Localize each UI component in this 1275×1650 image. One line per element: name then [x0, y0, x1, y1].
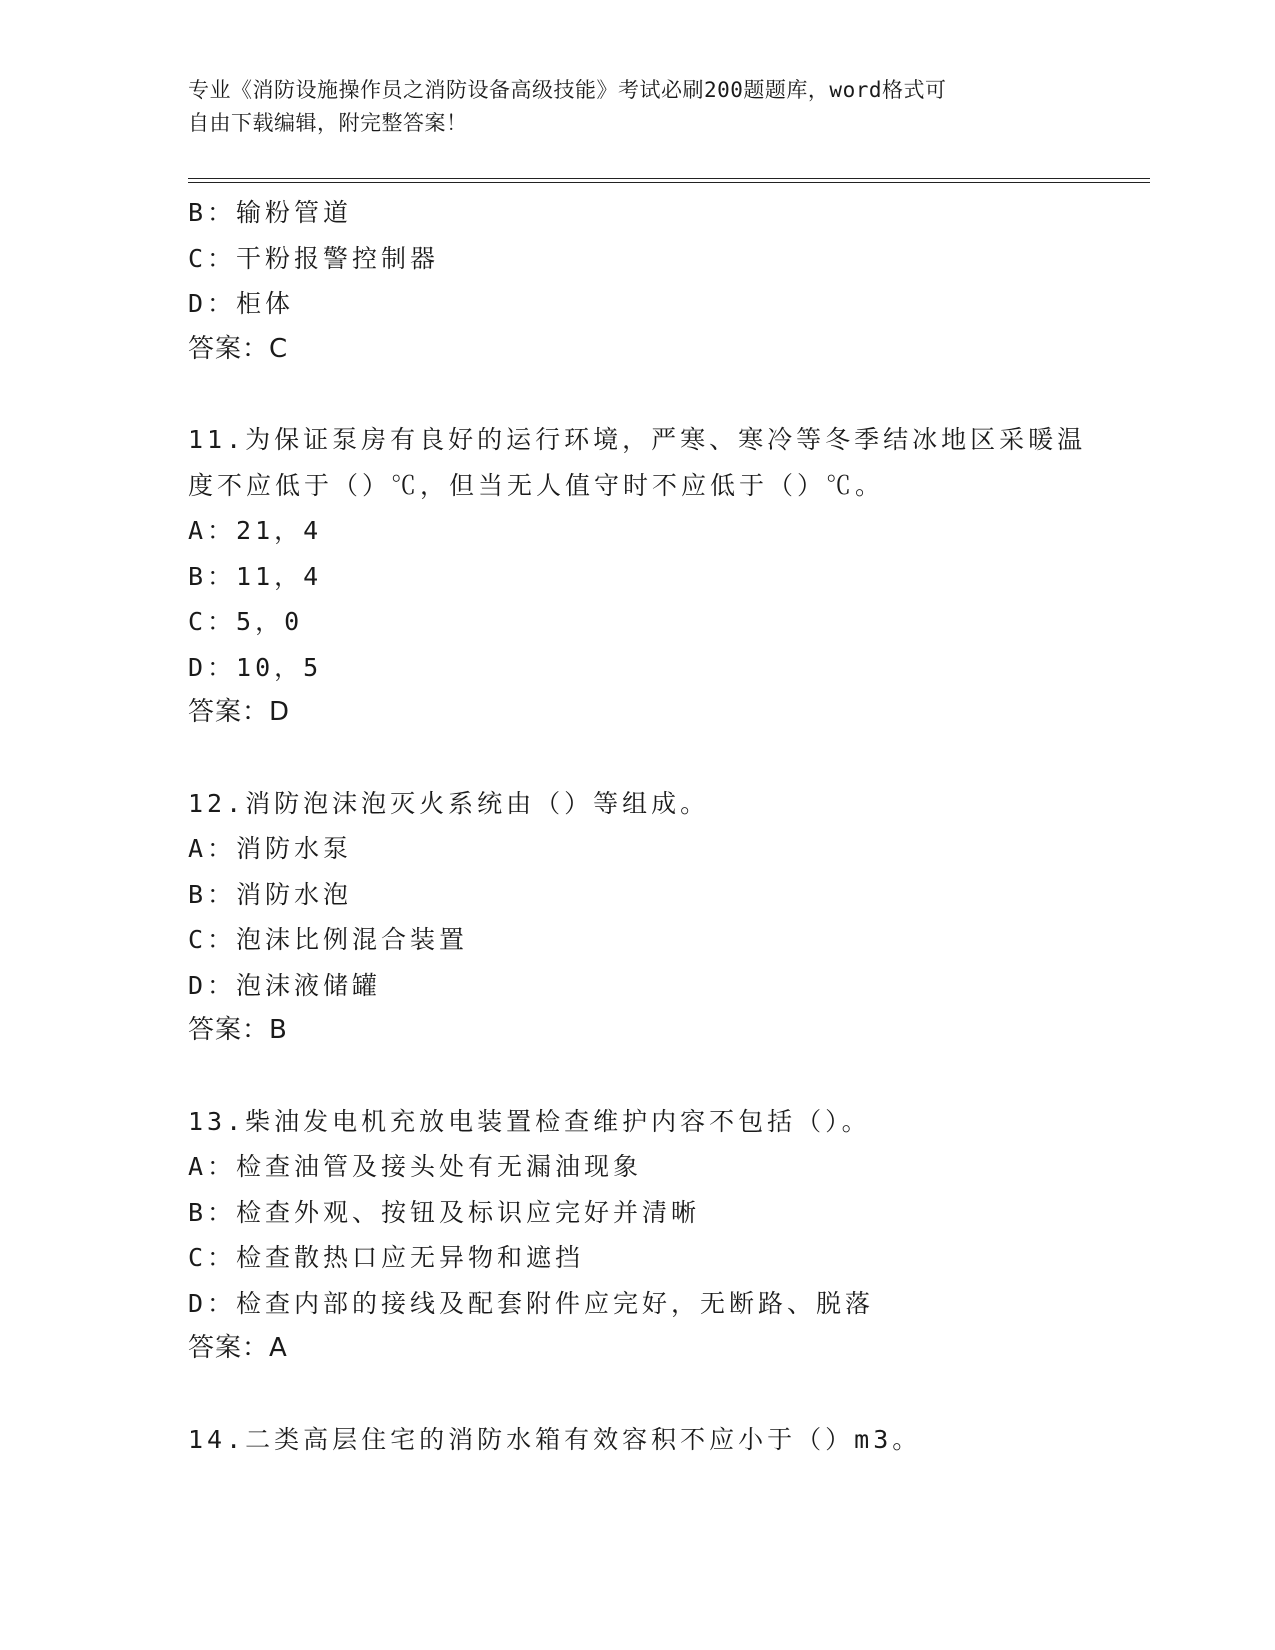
answer-label: 答案：C [188, 333, 289, 364]
option-b: B：11，4 [188, 561, 323, 591]
option-c: C：泡沫比例混合装置 [188, 925, 469, 954]
header-divider [188, 178, 1150, 183]
question-13 [188, 1099, 1148, 1372]
question-list [188, 190, 1148, 1462]
option-d: D：泡沫液储罐 [188, 970, 382, 1000]
answer-label: 答案：B [188, 1015, 288, 1045]
divider-line-bottom [188, 182, 1150, 183]
spacer [188, 736, 1148, 781]
question-stem: 12.消防泡沫泡灭火系统由（）等组成。 [188, 788, 710, 818]
option-d: D：柜体 [188, 289, 295, 318]
option-b: B：消防水泡 [188, 879, 353, 909]
option-c: C：检查散热口应无异物和遮挡 [188, 1243, 585, 1272]
question-14 [188, 1417, 1148, 1463]
question-11 [188, 417, 1148, 736]
option-b: B：输粉管道 [188, 198, 353, 227]
option-a: A：检查油管及接头处有无漏油现象 [188, 1152, 643, 1181]
question-10 [188, 190, 1148, 372]
question-stem: 13.柴油发电机充放电装置检查维护内容不包括（）。 [188, 1106, 871, 1136]
option-a: A：消防水泵 [188, 834, 353, 863]
question-stem-line-2: 度不应低于（）℃，但当无人值守时不应低于（）℃。 [188, 470, 885, 500]
option-d: D：检查内部的接线及配套附件应完好，无断路、脱落 [188, 1288, 875, 1318]
document-header [188, 74, 1068, 140]
question-stem-line-1: 11.为保证泵房有良好的运行环境，严寒、寒冷等冬季结冰地区采暖温 [188, 425, 1087, 454]
spacer [188, 1054, 1148, 1099]
question-12 [188, 781, 1148, 1054]
option-a: A：21，4 [188, 516, 323, 545]
spacer [188, 1372, 1148, 1417]
option-c: C：干粉报警控制器 [188, 243, 440, 273]
header-title-line-2: 自由下载编辑，附完整答案！ [188, 111, 468, 135]
option-c: C：5，0 [188, 607, 304, 636]
spacer [188, 372, 1148, 417]
option-d: D：10，5 [188, 652, 323, 682]
answer-label: 答案：D [188, 697, 291, 727]
divider-line-top [188, 178, 1150, 179]
header-title-line-1: 专业《消防设施操作员之消防设备高级技能》考试必刷200题题库，word格式可 [188, 78, 947, 102]
option-b: B：检查外观、按钮及标识应完好并清晰 [188, 1197, 701, 1227]
answer-label: 答案：A [188, 1333, 288, 1363]
question-stem: 14.二类高层住宅的消防水箱有效容积不应小于（）m3。 [188, 1424, 922, 1454]
